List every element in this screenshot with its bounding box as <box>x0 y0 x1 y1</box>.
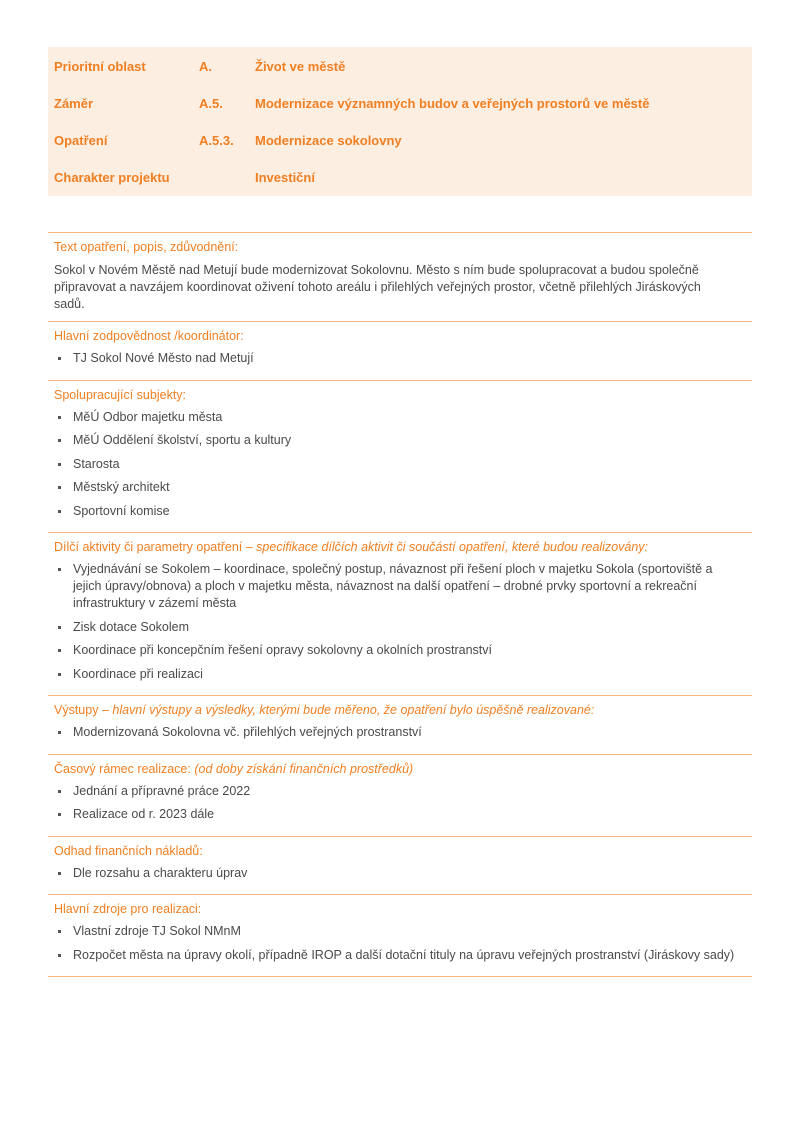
list-item: Starosta <box>48 456 752 473</box>
section-body-text: Sokol v Novém Městě nad Metují bude modernizovat Sokolovnu. Město s ním bude spolupracovat a budou společně připravovat a navzájem koordinovat oživení tohoto areálu i přilehlých veřejných prostor, včetně přilehlých Jiráskových sadů. <box>54 263 701 311</box>
header-label: Prioritní oblast <box>54 59 146 74</box>
list-item: Vlastní zdroje TJ Sokol NMnM <box>48 923 752 940</box>
section-title: Odhad finančních nákladů: <box>54 843 203 858</box>
header-code: A.5.3. <box>199 133 234 148</box>
section-timeframe <box>48 754 752 836</box>
section-title <box>48 696 752 719</box>
bullet-list <box>48 404 752 533</box>
list-item: Realizace od r. 2023 dále <box>48 806 752 823</box>
bullet-list <box>48 345 752 380</box>
list-item: Koordinace při koncepčním řešení opravy sokolovny a okolních prostranství <box>48 642 752 659</box>
section-activities <box>48 532 752 695</box>
header-code: A.5. <box>199 96 223 111</box>
list-item: Dle rozsahu a charakteru úprav <box>48 865 752 882</box>
section-title <box>48 755 752 778</box>
list-item: Jednání a přípravné práce 2022 <box>48 783 752 800</box>
section-outputs <box>48 695 752 754</box>
list-item: MěÚ Oddělení školství, sportu a kultury <box>48 432 752 449</box>
list-item: Zisk dotace Sokolem <box>48 619 752 636</box>
section-title-main: Výstupy <box>54 703 99 717</box>
header-value: Modernizace významných budov a veřejných prostorů ve městě <box>255 96 650 111</box>
section-costs <box>48 836 752 895</box>
section-title <box>48 533 752 556</box>
section-title: Spolupracující subjekty: <box>54 387 187 402</box>
header-row-priority-area <box>48 57 752 77</box>
list-item: TJ Sokol Nové Město nad Metují <box>48 350 752 367</box>
bullet-list <box>48 860 752 895</box>
section-title-note: (od doby získání finančních prostředků) <box>194 761 414 776</box>
section-title: Hlavní zodpovědnost /koordinátor: <box>54 329 244 343</box>
header-value: Investiční <box>255 170 315 185</box>
list-item: Sportovní komise <box>48 503 752 520</box>
measure-sections <box>48 232 752 977</box>
section-title-main: Dílčí aktivity či parametry opatření <box>54 540 243 554</box>
header-value: Život ve městě <box>255 59 346 74</box>
list-item: Koordinace při realizaci <box>48 666 752 683</box>
header-code: A. <box>199 59 212 74</box>
section-title-note: – specifikace dílčích aktivit či součástí opatření, které budou realizovány: <box>242 540 649 554</box>
list-item: Rozpočet města na úpravy okolí, případně IROP a další dotační tituly na úpravu veřejných prostranství (Jiráskovy sady) <box>48 947 752 964</box>
section-funding-sources <box>48 894 752 977</box>
section-partners <box>48 380 752 533</box>
list-item: Městský architekt <box>48 479 752 496</box>
header-row-measure <box>48 131 752 151</box>
section-title: Text opatření, popis, zdůvodnění: <box>54 240 239 254</box>
header-row-intent <box>48 94 752 114</box>
section-description <box>48 232 752 321</box>
bullet-list <box>48 778 752 836</box>
section-title-note: – hlavní výstupy a výsledky, kterými bude měřeno, že opatření bylo úspěšně realizované: <box>98 703 595 717</box>
project-header-box <box>48 47 752 196</box>
list-item: Vyjednávání se Sokolem – koordinace, společný postup, návaznost při řešení ploch v majetku Sokola (sportoviště a jejich úpravy/obnova) a ploch v majetku města, návaznost na další opatření – drobné prvky sportovní a rekreační infrastruktury v zázemí města <box>48 561 752 612</box>
bullet-list <box>48 918 752 976</box>
header-label: Charakter projektu <box>54 170 170 185</box>
header-value: Modernizace sokolovny <box>255 133 402 148</box>
section-title-main: Časový rámec realizace: <box>54 761 195 776</box>
bullet-list <box>48 719 752 754</box>
section-responsibility <box>48 321 752 380</box>
header-label: Záměr <box>54 96 94 111</box>
list-item: Modernizovaná Sokolovna vč. přilehlých veřejných prostranství <box>48 724 752 741</box>
bullet-list <box>48 556 752 695</box>
list-item: MěÚ Odbor majetku města <box>48 409 752 426</box>
header-label: Opatření <box>54 133 108 148</box>
section-title: Hlavní zdroje pro realizaci: <box>54 902 202 916</box>
header-row-project-type <box>48 168 752 188</box>
